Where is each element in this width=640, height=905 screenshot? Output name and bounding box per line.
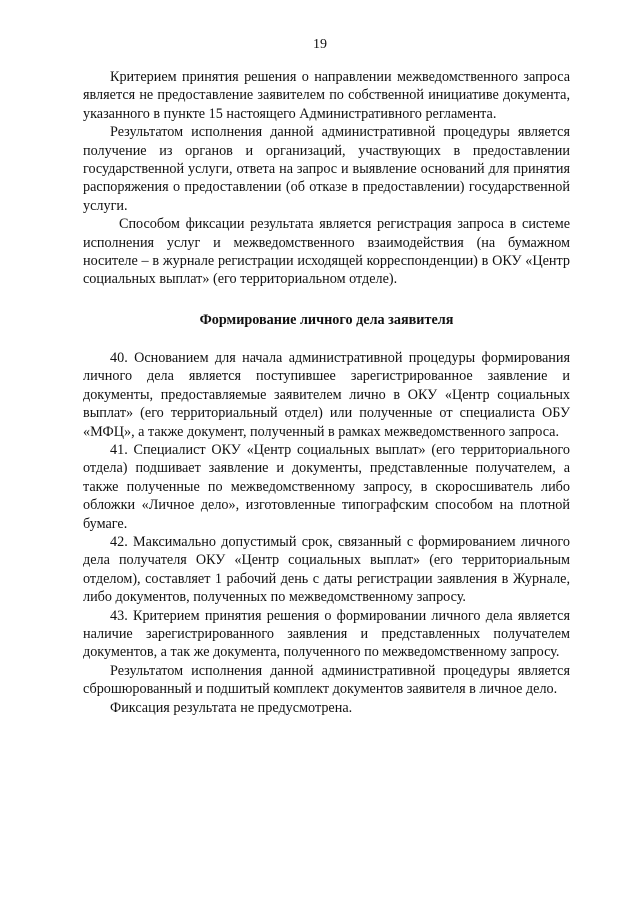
paragraph-request-fixation: Способом фиксации результата является регистрация запроса в системе исполнения услуг и межведомственного взаимодействия (на бумажном носителе – в журнале регистрации исходящей корреспонденции) в ОКУ «Центр социальных выплат» (его территориальном отделе).: [83, 216, 570, 288]
paragraph-item-40: 40. Основанием для начала административной процедуры формирования личного дела является поступившее зарегистрированное заявление и документы, предоставляемые заявителем лично в ОКУ «Центр социальных выплат» (его территориальный отдел) или полученные от специалиста ОБУ «МФЦ», а также документ, полученный в рамках межведомственного запроса.: [83, 349, 570, 440]
paragraph-item-43: 43. Критерием принятия решения о формировании личного дела является наличие зарегистрированного заявления и представленных получателем документов, а так же документа, полученного по межведомственному запросу.: [83, 607, 570, 661]
page-number: 19: [313, 37, 327, 52]
paragraph-file-result: Результатом исполнения данной административной процедуры является сброшюрованный и подшитый комплект документов заявителя в личное дело.: [83, 662, 570, 698]
paragraph-item-41: 41. Специалист ОКУ «Центр социальных выплат» (его территориального отдела) подшивает заявление и документы, представленные получателем, а также полученные по межведомственному запросу, в скоросшиватель либо обложки «Личное дело», изготовленные типографским способом на плотной бумаге.: [83, 441, 570, 532]
document-body: [83, 68, 570, 717]
paragraph-request-result: Результатом исполнения данной административной процедуры является получение из органов и организаций, участвующих в предоставлении государственной услуги, ответа на запрос и выявление оснований для принятия распоряжения о предоставлении (об отказе в предоставлении) государственной услуги.: [83, 124, 570, 214]
paragraph-item-42: 42. Максимально допустимый срок, связанный с формированием личного дела получателя ОКУ «Центр социальных выплат» (его территориальным отделом), составляет 1 рабочий день с даты регистрации заявления в Журнале, либо документов, полученных по межведомственному запросу.: [83, 533, 570, 606]
paragraph-request-criterion: Критерием принятия решения о направлении межведомственного запроса является не предоставление заявителем по собственной инициативе документа, указанного в пункте 15 настоящего Административного регламента.: [83, 69, 570, 122]
paragraph-file-fixation: Фиксация результата не предусмотрена.: [110, 699, 353, 716]
section-heading: Формирование личного дела заявителя: [199, 311, 454, 328]
